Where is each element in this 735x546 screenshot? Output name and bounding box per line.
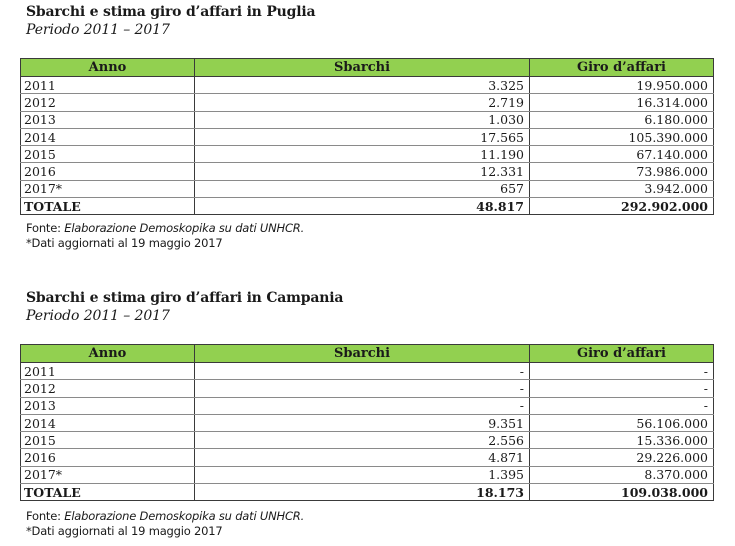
source-label: Fonte:	[26, 509, 65, 523]
column-header-giro-affari: Giro d’affari	[530, 59, 714, 77]
cell-giro-affari: 56.106.000	[530, 414, 714, 431]
cell-giro-affari: 8.370.000	[530, 466, 714, 483]
table-row	[21, 449, 714, 466]
cell-anno: 2015	[21, 146, 195, 163]
cell-anno: 2014	[21, 128, 195, 145]
cell-anno: 2012	[21, 380, 195, 397]
source-label: Fonte:	[26, 221, 65, 235]
table-row	[21, 146, 714, 163]
cell-anno: 2017*	[21, 180, 195, 197]
cell-sbarchi: 2.719	[195, 94, 530, 111]
cell-anno: 2014	[21, 414, 195, 431]
table-row	[21, 432, 714, 449]
campania-footnote: *Dati aggiornati al 19 maggio 2017	[26, 524, 223, 538]
cell-sbarchi: 9.351	[195, 414, 530, 431]
source-text: Elaborazione Demoskopika su dati UNHCR.	[64, 221, 305, 235]
puglia-source-note	[26, 221, 304, 236]
cell-anno: 2013	[21, 111, 195, 128]
campania-table	[20, 344, 714, 501]
cell-sbarchi: 1.030	[195, 111, 530, 128]
cell-anno: 2016	[21, 163, 195, 180]
cell-anno: 2015	[21, 432, 195, 449]
cell-giro-affari: 16.314.000	[530, 94, 714, 111]
column-header-anno: Anno	[21, 345, 195, 363]
cell-giro-affari: -	[530, 397, 714, 414]
cell-total-sbarchi: 48.817	[195, 198, 530, 215]
cell-giro-affari: 3.942.000	[530, 180, 714, 197]
puglia-footnote: *Dati aggiornati al 19 maggio 2017	[26, 236, 223, 250]
table-row	[21, 466, 714, 483]
table-row	[21, 180, 714, 197]
table-row	[21, 111, 714, 128]
cell-giro-affari: 29.226.000	[530, 449, 714, 466]
cell-sbarchi: 11.190	[195, 146, 530, 163]
cell-total-label: TOTALE	[21, 484, 195, 501]
cell-sbarchi: -	[195, 397, 530, 414]
campania-table-title: Sbarchi e stima giro d’affari in Campania	[26, 290, 344, 306]
cell-sbarchi: 4.871	[195, 449, 530, 466]
puglia-table-subtitle: Periodo 2011 – 2017	[26, 22, 170, 38]
column-header-anno: Anno	[21, 59, 195, 77]
cell-total-label: TOTALE	[21, 198, 195, 215]
cell-anno: 2016	[21, 449, 195, 466]
cell-giro-affari: 73.986.000	[530, 163, 714, 180]
cell-total-giro-affari: 109.038.000	[530, 484, 714, 501]
table-total-row	[21, 198, 714, 215]
puglia-table-title: Sbarchi e stima giro d’affari in Puglia	[26, 4, 316, 20]
cell-anno: 2017*	[21, 466, 195, 483]
cell-sbarchi: 1.395	[195, 466, 530, 483]
table-header-row	[21, 59, 714, 77]
campania-source-note	[26, 509, 304, 524]
cell-sbarchi: 657	[195, 180, 530, 197]
table-row	[21, 128, 714, 145]
table-header-row	[21, 345, 714, 363]
cell-total-sbarchi: 18.173	[195, 484, 530, 501]
table-row	[21, 363, 714, 380]
cell-sbarchi: 17.565	[195, 128, 530, 145]
column-header-giro-affari: Giro d’affari	[530, 345, 714, 363]
cell-sbarchi: -	[195, 380, 530, 397]
cell-sbarchi: 3.325	[195, 77, 530, 94]
campania-table-subtitle: Periodo 2011 – 2017	[26, 308, 170, 324]
source-text: Elaborazione Demoskopika su dati UNHCR.	[64, 509, 305, 523]
cell-sbarchi: 12.331	[195, 163, 530, 180]
cell-giro-affari: -	[530, 363, 714, 380]
cell-anno: 2011	[21, 363, 195, 380]
puglia-table	[20, 58, 714, 215]
cell-anno: 2012	[21, 94, 195, 111]
table-row	[21, 163, 714, 180]
table-row	[21, 94, 714, 111]
cell-anno: 2011	[21, 77, 195, 94]
table-total-row	[21, 484, 714, 501]
column-header-sbarchi: Sbarchi	[195, 345, 530, 363]
cell-giro-affari: 15.336.000	[530, 432, 714, 449]
cell-anno: 2013	[21, 397, 195, 414]
cell-total-giro-affari: 292.902.000	[530, 198, 714, 215]
table-row	[21, 414, 714, 431]
cell-giro-affari: 6.180.000	[530, 111, 714, 128]
table-row	[21, 77, 714, 94]
column-header-sbarchi: Sbarchi	[195, 59, 530, 77]
table-row	[21, 380, 714, 397]
cell-giro-affari: 105.390.000	[530, 128, 714, 145]
cell-giro-affari: 19.950.000	[530, 77, 714, 94]
table-row	[21, 397, 714, 414]
cell-sbarchi: -	[195, 363, 530, 380]
cell-giro-affari: -	[530, 380, 714, 397]
cell-giro-affari: 67.140.000	[530, 146, 714, 163]
cell-sbarchi: 2.556	[195, 432, 530, 449]
